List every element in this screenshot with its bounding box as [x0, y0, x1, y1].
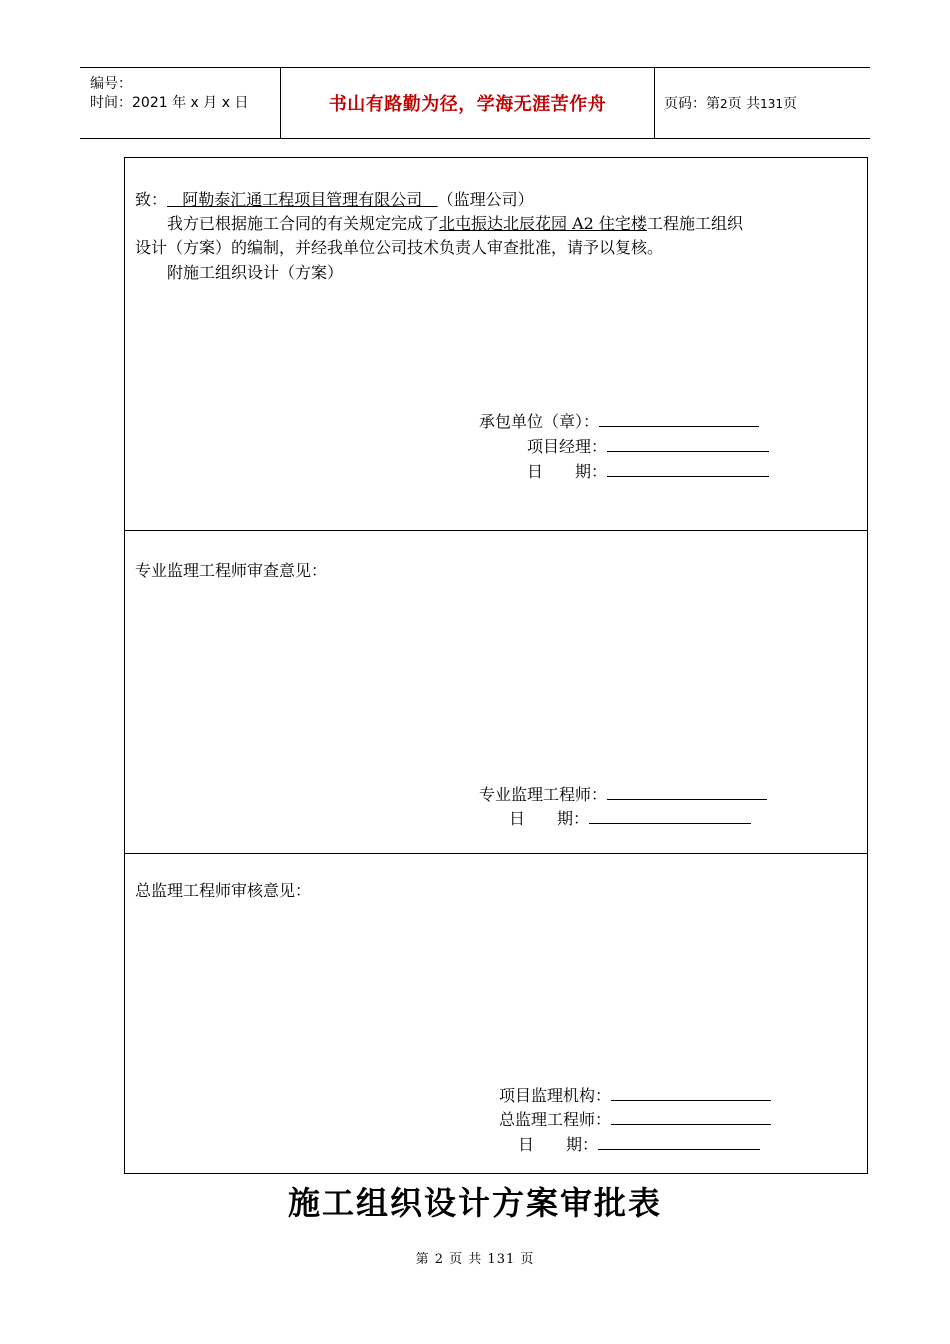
engineer-date-row: 日 期： [509, 809, 751, 829]
document-title: 施工组织设计方案审批表 [287, 1184, 662, 1222]
attachment-line: 附施工组织设计（方案） [167, 263, 344, 282]
page-header [80, 67, 870, 139]
engineer-review-heading: 专业监理工程师审查意见： [135, 561, 328, 580]
chief-date-row: 日 期： [518, 1135, 760, 1155]
number-label: 编号： [90, 76, 132, 92]
addressee-line: 致： 阿勒泰汇通工程项目管理有限公司 （监理公司） [135, 190, 534, 209]
contractor-date-row: 日 期： [527, 462, 769, 482]
header-page-cell [654, 68, 870, 138]
chief-review-section [125, 854, 867, 1173]
time-label: 时间：2021 年 x 月 x 日 [90, 95, 249, 111]
motto: 书山有路勤为径，学海无涯苦作舟 [328, 94, 607, 115]
engineer-sign-row: 专业监理工程师： [479, 785, 767, 805]
body-line-1: 我方已根据施工合同的有关规定完成了北屯振达北辰花园 A2 住宅楼工程施工组织 [167, 214, 743, 233]
contractor-section [125, 158, 867, 531]
approval-table [124, 157, 868, 1174]
manager-sign-blank[interactable] [607, 437, 769, 452]
chief-date-blank[interactable] [598, 1135, 760, 1150]
engineer-sign-blank[interactable] [607, 785, 767, 800]
manager-sign-row: 项目经理： [527, 437, 769, 457]
org-sign-blank[interactable] [611, 1086, 771, 1101]
engineer-date-blank[interactable] [589, 809, 751, 824]
engineer-review-section [125, 531, 867, 854]
chief-review-heading: 总监理工程师审核意见： [135, 881, 312, 900]
chief-sign-row: 总监理工程师： [499, 1110, 771, 1130]
header-motto-cell [280, 68, 655, 138]
supervisor-company: 阿勒泰汇通工程项目管理有限公司 [182, 190, 423, 209]
header-meta [80, 68, 280, 138]
project-name: 北屯振达北辰花园 A2 住宅楼 [439, 214, 647, 233]
page-info: 页码：第2页 共131页 [664, 96, 797, 112]
org-sign-row: 项目监理机构： [499, 1086, 771, 1106]
contractor-date-blank[interactable] [607, 462, 769, 477]
chief-sign-blank[interactable] [611, 1110, 771, 1125]
body-line-2: 设计（方案）的编制，并经我单位公司技术负责人审查批准，请予以复核。 [135, 238, 664, 257]
contractor-sign-row: 承包单位（章）： [479, 412, 759, 432]
contractor-sign-blank[interactable] [599, 412, 759, 427]
page-footer: 第 2 页 共 131 页 [415, 1252, 535, 1267]
